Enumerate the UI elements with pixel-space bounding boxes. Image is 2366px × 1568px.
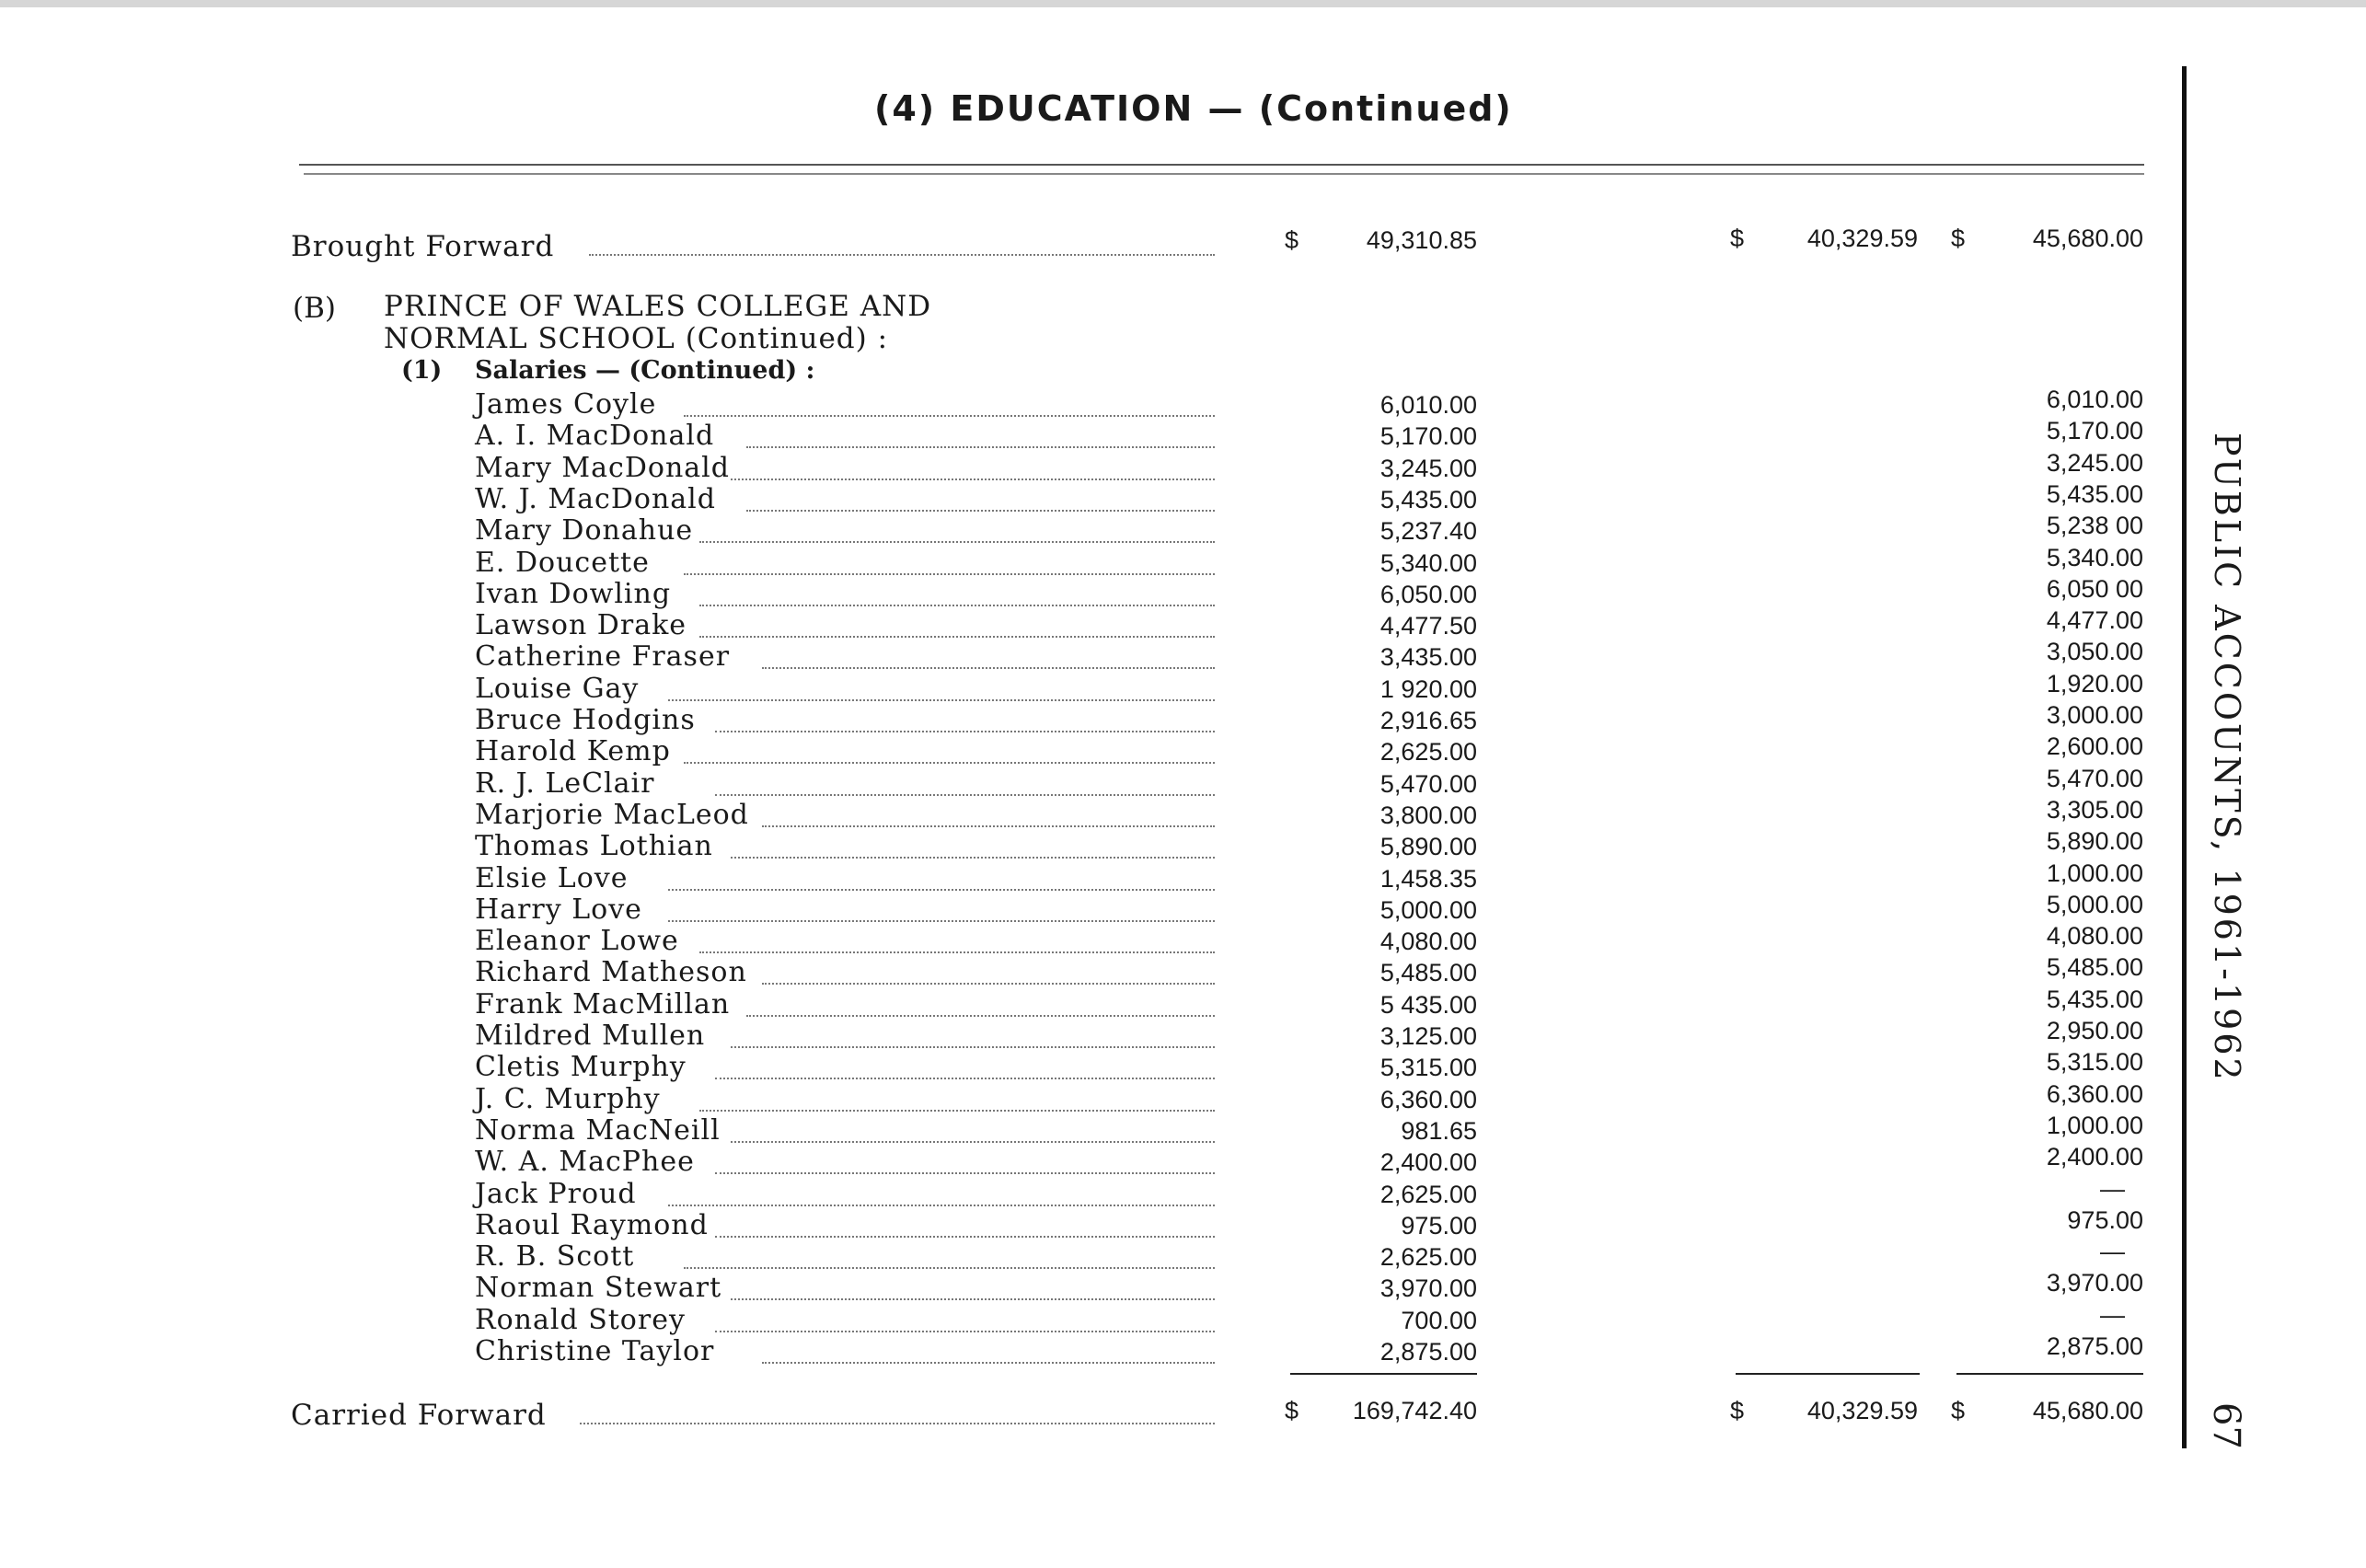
- amount-col1: 4,080.00: [1379, 928, 1477, 956]
- leader-dots: [684, 415, 1215, 417]
- employee-name: Jack Proud: [475, 1177, 637, 1210]
- table-row: [0, 1174, 2366, 1212]
- leader-dots: [589, 254, 1215, 256]
- amount-col1: 2,625.00: [1379, 738, 1477, 767]
- amount-col1: 1,458.35: [1379, 864, 1477, 893]
- carried-forward-col3: 45,680.00: [2032, 1397, 2143, 1424]
- currency-symbol: $: [1730, 225, 1745, 252]
- amount-col3: 2,875.00: [2046, 1332, 2143, 1360]
- employee-name: Mary Donahue: [475, 514, 694, 548]
- table-row: [0, 1269, 2366, 1306]
- leader-dots: [731, 1298, 1215, 1300]
- amount-col3: 4,477.00: [2046, 606, 2143, 635]
- brought-forward-col3: 45,680.00: [2032, 225, 2143, 252]
- leader-dots: [715, 1331, 1215, 1332]
- table-row: [0, 1300, 2366, 1338]
- leader-dots: [668, 699, 1215, 701]
- table-row: [0, 1111, 2366, 1148]
- amount-col3: 5,435.00: [2046, 479, 2143, 508]
- sum-rule-col2: [1736, 1373, 1920, 1375]
- amount-col3: —: [2100, 1300, 2125, 1329]
- amount-col3: 975.00: [2067, 1205, 2143, 1234]
- table-row: [0, 1048, 2366, 1085]
- amount-col1: 5,315.00: [1379, 1054, 1477, 1082]
- amount-col3: 5,435.00: [2046, 985, 2143, 1013]
- amount-col3: 1,920.00: [2046, 669, 2143, 698]
- amount-col1: 981.65: [1401, 1116, 1477, 1145]
- leader-dots: [746, 1015, 1215, 1017]
- table-row: [0, 574, 2366, 612]
- leader-dots: [746, 446, 1215, 448]
- amount-col1: 3,125.00: [1379, 1022, 1477, 1050]
- employee-name: Norma MacNeill: [475, 1113, 721, 1147]
- amount-col3: 5,485.00: [2046, 953, 2143, 982]
- section-title-line1: PRINCE OF WALES COLLEGE AND: [384, 290, 932, 323]
- table-row: [0, 1079, 2366, 1117]
- leader-dots: [699, 605, 1215, 606]
- amount-col1: 5,340.00: [1379, 548, 1477, 577]
- employee-name: Thomas Lothian: [475, 830, 713, 863]
- amount-col3: 3,050.00: [2046, 638, 2143, 666]
- amount-col1: 2,400.00: [1379, 1148, 1477, 1177]
- amount-col1: 5,237.40: [1379, 517, 1477, 546]
- side-running-title: PUBLIC ACCOUNTS, 1961-1962: [2207, 432, 2247, 1083]
- amount-col1: 6,010.00: [1379, 391, 1477, 419]
- amount-col1: 2,625.00: [1379, 1243, 1477, 1272]
- amount-col3: 5,890.00: [2046, 827, 2143, 856]
- amount-col1: 2,875.00: [1379, 1338, 1477, 1366]
- leader-dots: [699, 541, 1215, 543]
- employee-name: Ivan Dowling: [475, 577, 672, 610]
- employee-name: Mary MacDonald: [475, 451, 730, 484]
- employee-name: Harold Kemp: [475, 735, 671, 768]
- leader-dots: [762, 667, 1215, 669]
- amount-col1: 975.00: [1401, 1211, 1477, 1239]
- leader-dots: [699, 1110, 1215, 1112]
- brought-forward-label: Brought Forward: [291, 230, 555, 263]
- subsection-code: (1): [401, 356, 443, 385]
- amount-col3: 3,000.00: [2046, 701, 2143, 729]
- table-row: [0, 701, 2366, 738]
- leader-dots: [684, 762, 1215, 764]
- leader-dots: [746, 510, 1215, 512]
- amount-col3: —: [2100, 1238, 2125, 1266]
- amount-col3: 2,950.00: [2046, 1017, 2143, 1044]
- amount-col3: 2,600.00: [2046, 732, 2143, 761]
- amount-col1: 3,435.00: [1379, 643, 1477, 672]
- title-rule-top: [299, 164, 2144, 166]
- leader-dots: [715, 1172, 1215, 1174]
- currency-symbol: $: [1285, 226, 1299, 254]
- leader-dots: [668, 1205, 1215, 1206]
- amount-col3: 5,340.00: [2046, 543, 2143, 571]
- table-row: [0, 1143, 2366, 1180]
- amount-col3: 3,305.00: [2046, 795, 2143, 824]
- carried-forward-col2: 40,329.59: [1806, 1397, 1918, 1424]
- page-title: (4) EDUCATION — (Continued): [874, 88, 1513, 129]
- scan-top-edge: [0, 0, 2366, 7]
- table-row: [0, 512, 2366, 548]
- table-row: [0, 479, 2366, 517]
- leader-dots: [762, 825, 1215, 827]
- leader-dots: [699, 636, 1215, 638]
- leader-dots: [580, 1423, 1215, 1424]
- brought-forward-col2: 40,329.59: [1806, 225, 1918, 252]
- currency-symbol: $: [1951, 225, 1966, 252]
- leader-dots: [699, 951, 1215, 953]
- employee-name: Richard Matheson: [475, 956, 747, 989]
- table-row: [0, 543, 2366, 581]
- amount-col3: 5,238 00: [2046, 512, 2143, 540]
- employee-name: Marjorie MacLeod: [475, 798, 749, 831]
- table-row: [0, 386, 2366, 422]
- employee-name: James Coyle: [475, 388, 657, 421]
- leader-dots: [731, 478, 1215, 480]
- amount-col3: 5,470.00: [2046, 764, 2143, 792]
- employee-name: Christine Taylor: [475, 1335, 715, 1367]
- leader-dots: [668, 920, 1215, 922]
- leader-dots: [715, 1236, 1215, 1238]
- amount-col3: 3,970.00: [2046, 1269, 2143, 1297]
- employee-name: W. J. MacDonald: [475, 482, 716, 515]
- amount-col1: 1 920.00: [1379, 674, 1477, 703]
- leader-dots: [684, 573, 1215, 575]
- table-row: [0, 953, 2366, 990]
- amount-col3: 5,315.00: [2046, 1048, 2143, 1077]
- employee-name: J. C. Murphy: [475, 1082, 661, 1115]
- leader-dots: [715, 1078, 1215, 1079]
- amount-col3: 6,360.00: [2046, 1079, 2143, 1108]
- amount-col1: 2,916.65: [1379, 707, 1477, 734]
- amount-col1: 5,890.00: [1379, 833, 1477, 861]
- leader-dots: [731, 1141, 1215, 1143]
- amount-col3: 5,000.00: [2046, 890, 2143, 918]
- employee-name: Raoul Raymond: [475, 1208, 709, 1241]
- amount-col1: 5,435.00: [1379, 485, 1477, 513]
- employee-name: Eleanor Lowe: [475, 925, 679, 958]
- table-row: [0, 1238, 2366, 1274]
- leader-dots: [715, 794, 1215, 796]
- table-row: [0, 638, 2366, 674]
- table-row: [0, 669, 2366, 707]
- table-row: [0, 417, 2366, 454]
- employee-name: Elsie Love: [475, 861, 629, 894]
- currency-symbol: $: [1951, 1397, 1966, 1424]
- employee-name: E. Doucette: [475, 546, 650, 579]
- table-row: [0, 890, 2366, 928]
- currency-symbol: $: [1730, 1397, 1745, 1424]
- employee-name: Frank MacMillan: [475, 987, 731, 1020]
- carried-forward-col1: 169,742.40: [1352, 1397, 1477, 1424]
- amount-col1: 5,485.00: [1379, 959, 1477, 987]
- amount-col1: 5,000.00: [1379, 895, 1477, 924]
- employee-name: A. I. MacDonald: [475, 420, 715, 453]
- employee-name: Bruce Hodgins: [475, 704, 696, 736]
- table-row: [0, 764, 2366, 801]
- amount-col3: 6,010.00: [2046, 386, 2143, 413]
- employee-name: Lawson Drake: [475, 609, 687, 642]
- amount-col3: 3,245.00: [2046, 448, 2143, 477]
- amount-col1: 5,470.00: [1379, 769, 1477, 798]
- table-row: [0, 922, 2366, 959]
- table-row: [0, 1017, 2366, 1054]
- table-row: [0, 448, 2366, 486]
- amount-col3: 4,080.00: [2046, 922, 2143, 951]
- employee-name: Mildred Mullen: [475, 1020, 706, 1052]
- amount-col3: 1,000.00: [2046, 859, 2143, 887]
- employee-name: Cletis Murphy: [475, 1051, 687, 1084]
- currency-symbol: $: [1285, 1397, 1299, 1424]
- amount-col1: 6,360.00: [1379, 1085, 1477, 1113]
- amount-col3: 5,170.00: [2046, 417, 2143, 445]
- employee-name: Ronald Storey: [475, 1303, 686, 1336]
- sum-rule-col1: [1290, 1373, 1477, 1375]
- amount-col1: 3,245.00: [1379, 454, 1477, 482]
- table-row: [0, 1332, 2366, 1369]
- amount-col1: 3,800.00: [1379, 801, 1477, 829]
- amount-col1: 5 435.00: [1379, 990, 1477, 1019]
- table-row: [0, 732, 2366, 769]
- leader-dots: [731, 857, 1215, 859]
- leader-dots: [762, 983, 1215, 985]
- table-row: [0, 606, 2366, 643]
- table-row: [0, 1205, 2366, 1243]
- amount-col1: 5,170.00: [1379, 422, 1477, 451]
- leader-dots: [762, 1362, 1215, 1364]
- carried-forward-label: Carried Forward: [291, 1399, 547, 1432]
- section-title-line2: NORMAL SCHOOL (Continued) :: [384, 322, 889, 355]
- table-row: [0, 859, 2366, 896]
- amount-col3: 2,400.00: [2046, 1143, 2143, 1171]
- brought-forward-col1: 49,310.85: [1366, 226, 1477, 254]
- amount-col3: —: [2100, 1174, 2125, 1203]
- leader-dots: [731, 1046, 1215, 1048]
- amount-col1: 700.00: [1401, 1306, 1477, 1334]
- leader-dots: [684, 1267, 1215, 1269]
- amount-col3: 6,050 00: [2046, 574, 2143, 603]
- employee-name: W. A. MacPhee: [475, 1146, 695, 1179]
- page-number: 67: [2205, 1402, 2247, 1449]
- amount-col3: 1,000.00: [2046, 1111, 2143, 1139]
- title-rule-bottom: [304, 173, 2144, 175]
- employee-name: Norman Stewart: [475, 1272, 722, 1305]
- table-row: [0, 827, 2366, 864]
- employee-name: Catherine Fraser: [475, 640, 731, 674]
- employee-name: Louise Gay: [475, 672, 640, 705]
- employee-name: R. B. Scott: [475, 1240, 635, 1274]
- employee-name: R. J. LeClair: [475, 767, 655, 800]
- amount-col1: 3,970.00: [1379, 1274, 1477, 1303]
- sum-rule-col3: [1956, 1373, 2143, 1375]
- leader-dots: [668, 889, 1215, 891]
- amount-col1: 2,625.00: [1379, 1180, 1477, 1208]
- table-row: [0, 795, 2366, 833]
- subsection-title: Salaries — (Continued) :: [475, 356, 815, 385]
- employee-name: Harry Love: [475, 893, 642, 926]
- amount-col1: 6,050.00: [1379, 580, 1477, 608]
- section-code: (B): [293, 292, 336, 325]
- amount-col1: 4,477.50: [1379, 612, 1477, 640]
- table-row: [0, 985, 2366, 1022]
- leader-dots: [715, 731, 1215, 732]
